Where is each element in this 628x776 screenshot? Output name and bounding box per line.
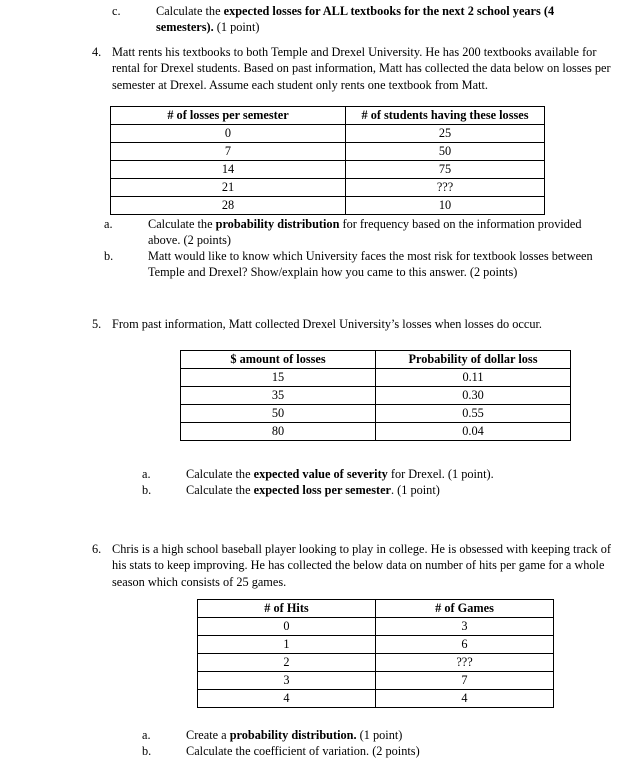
table-cell: 0.04 [376,423,571,441]
question-marker: 6. [92,542,102,556]
table-header-cell: # of Hits [198,600,376,618]
table-cell: 0.30 [376,387,571,405]
table-hits-per-game [197,599,554,708]
table-row [181,405,571,423]
question-item-q6 [92,541,616,590]
question-item-q3c [112,3,564,36]
question-marker: a. [142,728,151,742]
table-header-row [198,600,554,618]
table-cell: 0.55 [376,405,571,423]
question-item-q5b [142,482,616,498]
table-dollar-losses [180,350,571,441]
table-cell: 14 [111,161,346,179]
question-text: Calculate the expected value of severity for Drexel. (1 point). [186,467,494,481]
table-row [198,654,554,672]
table-cell: 80 [181,423,376,441]
table-cell: 4 [376,690,554,708]
table-row [198,672,554,690]
table-header-cell: # of students having these losses [346,107,545,125]
table-cell: ??? [376,654,554,672]
table-row [111,197,545,215]
question-text: Matt would like to know which University faces the most risk for textbook losses between Temple and Drexel? Show/explain how you came to this answer. (2 points) [148,249,593,280]
question-marker: c. [112,4,121,18]
question-item-q6b [142,743,616,759]
question-text: Calculate the expected losses for ALL textbooks for the next 2 school years (4 semesters). (1 point) [156,4,555,35]
question-item-q5 [92,316,616,332]
question-item-q6a [142,727,616,743]
question-item-q4a [104,216,616,249]
table-cell: 2 [198,654,376,672]
table-header-cell: $ amount of losses [181,351,376,369]
table-cell: 50 [181,405,376,423]
question-marker: b. [104,249,114,263]
table-cell: 15 [181,369,376,387]
table-cell: 4 [198,690,376,708]
question-text: From past information, Matt collected Drexel University’s losses when losses do occur. [112,317,542,331]
table-cell: 0.11 [376,369,571,387]
table-cell: 35 [181,387,376,405]
table-cell: 50 [346,143,545,161]
question-text: Calculate the coefficient of variation. (2 points) [186,744,420,758]
question-item-q4 [92,44,616,93]
table-cell: 7 [111,143,346,161]
question-text: Matt rents his textbooks to both Temple and Drexel University. He has 200 textbooks available for rental for Drexel students. Based on past information, Matt has collected the data below on losses per semester at Drexel. Assume each student only rents one textbook from Matt. [112,45,611,92]
table-cell: 1 [198,636,376,654]
table-header-row [181,351,571,369]
table-row [198,690,554,708]
table-row [111,179,545,197]
question-marker: b. [142,483,152,497]
question-marker: a. [104,217,113,231]
table-row [111,125,545,143]
table-row [198,636,554,654]
table-cell: 28 [111,197,346,215]
table-header-row [111,107,545,125]
table-row [111,161,545,179]
question-text: Calculate the expected loss per semester. (1 point) [186,483,440,497]
table-cell: 10 [346,197,545,215]
table-cell: 0 [198,618,376,636]
table-row [181,387,571,405]
table-row [181,369,571,387]
table-cell: 21 [111,179,346,197]
table-cell: 3 [376,618,554,636]
question-marker: b. [142,744,152,758]
question-item-q5a [142,466,616,482]
question-text: Chris is a high school baseball player looking to play in college. He is obsessed with keeping track of his stats to keep improving. He has collected the below data on number of hits per game for a whole season which consists of 25 games. [112,542,611,589]
question-marker: a. [142,467,151,481]
table-cell: 75 [346,161,545,179]
table-cell: 25 [346,125,545,143]
table-cell: 0 [111,125,346,143]
table-cell: ??? [346,179,545,197]
table-cell: 3 [198,672,376,690]
table-header-cell: Probability of dollar loss [376,351,571,369]
table-header-cell: # of losses per semester [111,107,346,125]
question-marker: 4. [92,45,102,59]
question-item-q4b [104,248,616,281]
table-row [198,618,554,636]
table-row [111,143,545,161]
table-row [181,423,571,441]
table-losses-per-semester [110,106,545,215]
question-text: Create a probability distribution. (1 point) [186,728,403,742]
table-cell: 7 [376,672,554,690]
table-header-cell: # of Games [376,600,554,618]
table-cell: 6 [376,636,554,654]
question-marker: 5. [92,317,102,331]
question-text: Calculate the probability distribution for frequency based on the information provided above. (2 points) [148,217,582,248]
